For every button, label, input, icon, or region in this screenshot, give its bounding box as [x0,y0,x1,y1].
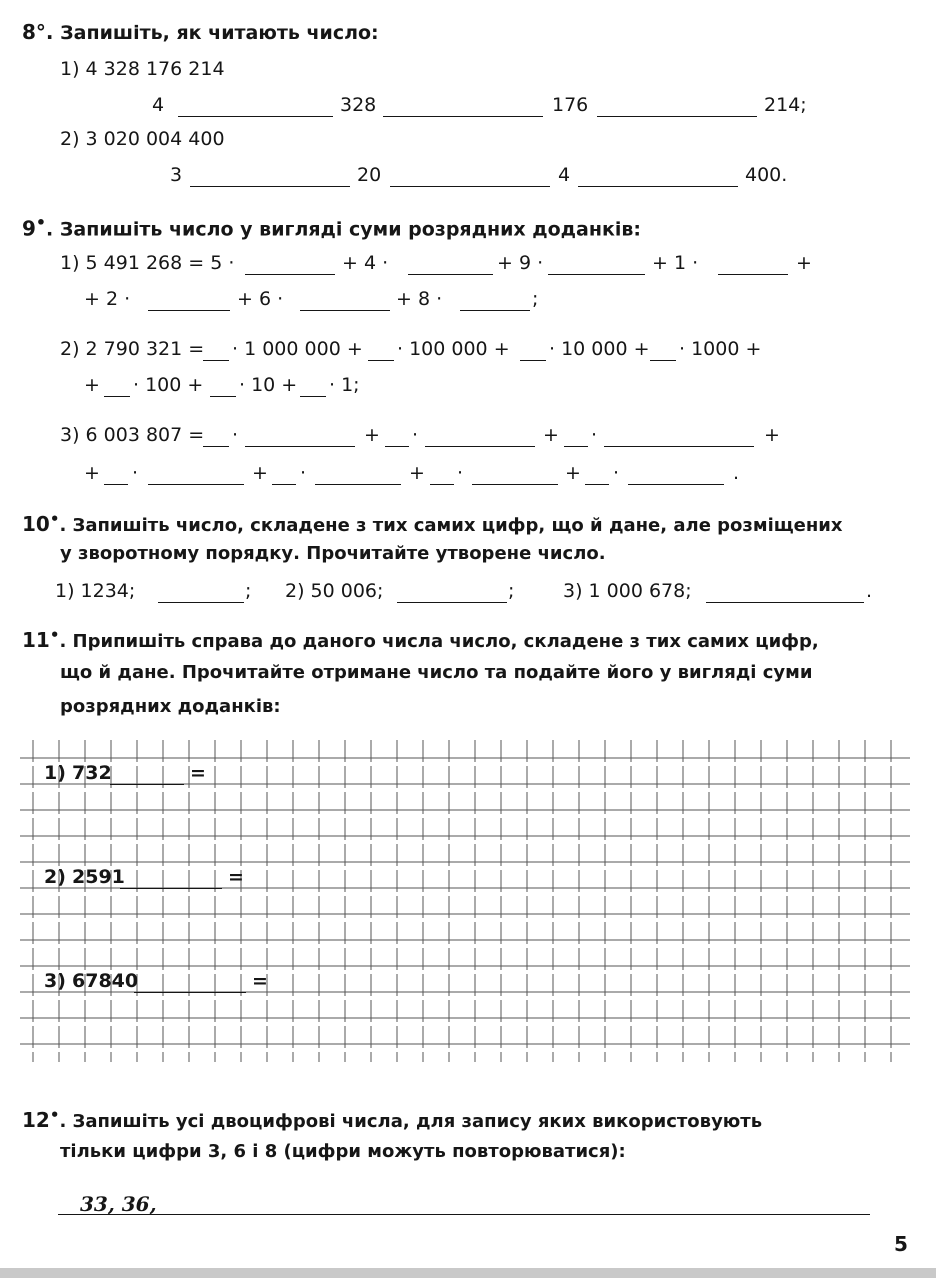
task-9-3-start: 3) 6 003 807 = [60,424,205,446]
grid-item-2-eq: = [228,866,244,888]
task-9-2-term: + [84,374,100,396]
answer-blank[interactable] [203,360,229,361]
task-9-1-term: + 4 · [342,252,389,274]
answer-blank[interactable] [706,602,864,603]
task-9-sup: • [35,213,47,232]
task-10-text-cont: у зворотному порядку. Прочитайте утворене число. [60,543,606,564]
answer-blank[interactable] [585,484,609,485]
task-9-1-term: + 8 · [396,288,443,310]
task-10-item-3: 3) 1 000 678; [563,580,692,602]
dot-sign: · [412,424,419,446]
task-8-item-2-part: 400. [745,164,788,186]
answer-blank[interactable] [650,360,676,361]
task-9-1-term: + 6 · [237,288,284,310]
task-10-item-1-end: ; [245,580,252,602]
task-12-heading [22,1108,762,1131]
task-9-text: . Запишіть число у вигляді суми розрядних доданків: [46,218,642,241]
answer-blank[interactable] [597,116,757,117]
task-8-item-2-label: 2) 3 020 004 400 [60,128,225,150]
answer-blank[interactable] [272,484,296,485]
task-8-item-1-part: 214; [764,94,807,116]
task-8-item-1-part: 328 [340,94,377,116]
answer-blank[interactable] [104,396,130,397]
answer-blank[interactable] [383,116,543,117]
answer-blank[interactable] [203,446,229,447]
dot-sign: · [457,462,464,484]
answer-blank[interactable] [385,446,409,447]
task-9-2-term: · 1 000 000 + [232,338,363,360]
task-11-text-cont: розрядних доданків: [60,696,281,717]
answer-blank[interactable] [368,360,394,361]
task-10-item-1: 1) 1234; [55,580,136,602]
period: . [733,462,740,484]
answer-blank[interactable] [397,602,507,603]
answer-blank[interactable] [210,396,236,397]
grid-item-1-eq: = [190,762,206,784]
task-10-number: 10 [22,512,50,536]
grid-item-2-label: 2) [44,866,66,888]
task-10-item-2: 2) 50 006; [285,580,384,602]
task-10-text: . Запишіть число, складене з тих самих цифр, що й дане, але розміщених [59,515,843,536]
answer-blank[interactable] [425,446,535,447]
square-grid[interactable] [20,740,910,1062]
plus-sign: + [565,462,581,484]
task-11-heading [22,628,819,651]
answer-blank[interactable] [628,484,724,485]
task-9-number: 9 [22,216,36,241]
task-12-number: 12 [22,1108,50,1132]
answer-blank[interactable] [104,484,128,485]
dot-sign: · [232,424,239,446]
task-9-2-term: · 10 000 + [549,338,650,360]
task-9-2-term: · 1; [329,374,360,396]
grid-item-3-number: 67840 [72,970,139,992]
dot-sign: · [132,462,139,484]
answer-blank[interactable] [134,992,246,993]
task-9-2-term: · 1000 + [679,338,762,360]
grid-item-1-number: 732 [72,762,112,784]
answer-blank[interactable] [148,310,230,311]
answer-blank[interactable] [110,784,184,785]
answer-blank[interactable] [300,310,390,311]
answer-blank[interactable] [390,186,550,187]
page-bottom-edge [0,1268,936,1278]
task-10-sup: • [49,510,60,528]
grid-item-2-number: 2591 [72,866,125,888]
task-11-sup: • [49,626,60,644]
plus-sign: + [543,424,559,446]
answer-blank[interactable] [430,484,454,485]
answer-blank[interactable] [315,484,401,485]
answer-blank[interactable] [408,274,493,275]
answer-blank[interactable] [604,446,754,447]
answer-blank[interactable] [718,274,788,275]
answer-blank[interactable] [472,484,558,485]
task-8-item-1-label: 1) 4 328 176 214 [60,58,225,80]
answer-blank[interactable] [245,274,335,275]
task-8-item-2-part: 3 [170,164,183,186]
plus-sign: + [252,462,268,484]
task-8-text: Запишіть, як читають число: [60,22,379,44]
answer-line[interactable] [58,1214,870,1215]
dot-sign: · [591,424,598,446]
task-8-item-2-part: 20 [357,164,382,186]
grid-item-3-eq: = [252,970,268,992]
dot-sign: · [300,462,307,484]
answer-blank[interactable] [245,446,355,447]
task-10-item-3-end: . [866,580,873,602]
task-12-text-cont: тільки цифри 3, 6 і 8 (цифри можуть повторюватися): [60,1141,626,1162]
answer-blank[interactable] [548,274,645,275]
task-12-sup: • [49,1106,60,1124]
task-8-heading [22,22,379,43]
task-9-1-term: + [796,252,812,274]
answer-blank[interactable] [120,888,222,889]
answer-blank[interactable] [148,484,244,485]
task-9-1-start: 1) 5 491 268 = 5 · [60,252,235,274]
grid-item-3-label: 3) [44,970,66,992]
answer-blank[interactable] [520,360,546,361]
task-9-2-term: · 100 000 + [397,338,510,360]
task-9-heading [22,215,641,239]
task-8-item-2-part: 4 [558,164,571,186]
answer-blank[interactable] [460,310,530,311]
plus-sign: + [364,424,380,446]
task-9-1-end: ; [532,288,539,310]
task-10-item-2-end: ; [508,580,515,602]
task-8-item-1-part: 4 [152,94,165,116]
answer-blank[interactable] [578,186,738,187]
plus-sign: + [84,462,100,484]
task-9-2-start: 2) 2 790 321 = [60,338,205,360]
plus-sign: + [409,462,425,484]
handwritten-answer: 33, 36, [80,1192,157,1216]
task-11-number: 11 [22,628,50,652]
grid-item-1-label: 1) [44,762,66,784]
task-9-1-term: + 9 · [497,252,544,274]
answer-blank[interactable] [158,602,244,603]
task-12-text: . Запишіть усі двоцифрові числа, для запису яких використовують [59,1111,763,1132]
task-9-2-term: · 10 + [239,374,298,396]
task-11-text-cont: що й дане. Прочитайте отримане число та подайте його у вигляді суми [60,662,813,683]
task-10-heading [22,512,843,535]
task-11-text: . Припишіть справа до даного числа число, складене з тих самих цифр, [59,631,819,652]
dot-sign: · [613,462,620,484]
answer-blank[interactable] [564,446,588,447]
task-9-1-term: + 1 · [652,252,699,274]
answer-blank[interactable] [300,396,326,397]
task-9-1-term: + 2 · [84,288,131,310]
task-9-2-term: · 100 + [133,374,204,396]
task-8-number: 8°. [22,20,54,44]
task-8-item-1-part: 176 [552,94,589,116]
page-number: 5 [894,1232,908,1256]
plus-sign: + [764,424,780,446]
answer-blank[interactable] [190,186,350,187]
answer-blank[interactable] [178,116,333,117]
